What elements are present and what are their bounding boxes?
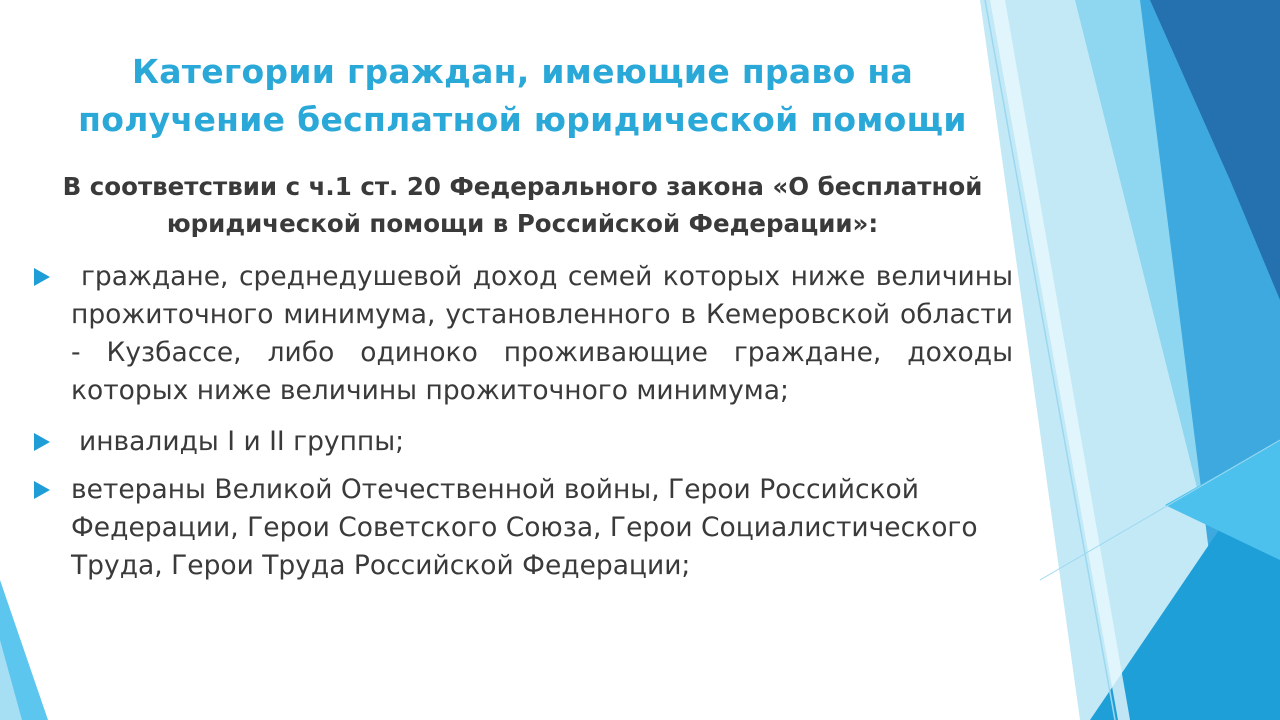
list-item-text: инвалиды I и II группы; xyxy=(79,426,405,457)
slide-subtitle: В соответствии с ч.1 ст. 20 Федерального закона «О бесплатной юридической помощи в Российской Федерации»: xyxy=(62,172,983,238)
bullet-list xyxy=(33,258,1013,585)
triangle-bullet-icon xyxy=(34,433,50,451)
list-item xyxy=(33,258,1013,410)
triangle-bullet-icon xyxy=(34,481,50,499)
list-item-text: ветераны Великой Отечественной войны, Герои Российской Федерации, Герои Советского Союза, Герои Социалистического Труда, Герои Труда Российской Федерации; xyxy=(71,474,978,581)
triangle-bullet-icon xyxy=(34,268,50,286)
list-item xyxy=(33,423,1013,461)
slide-title: Категории граждан, имеющие право на получение бесплатной юридической помощи xyxy=(78,52,967,139)
list-item xyxy=(33,471,1011,585)
list-item-text: гражданe, среднедушевой доход семей которых ниже величины прожиточного минимума, установленного в Кемеровской области - Кузбассе, либо одиноко проживающие граждане, доходы которых ниже величины прожиточного минимума; xyxy=(71,261,1013,406)
